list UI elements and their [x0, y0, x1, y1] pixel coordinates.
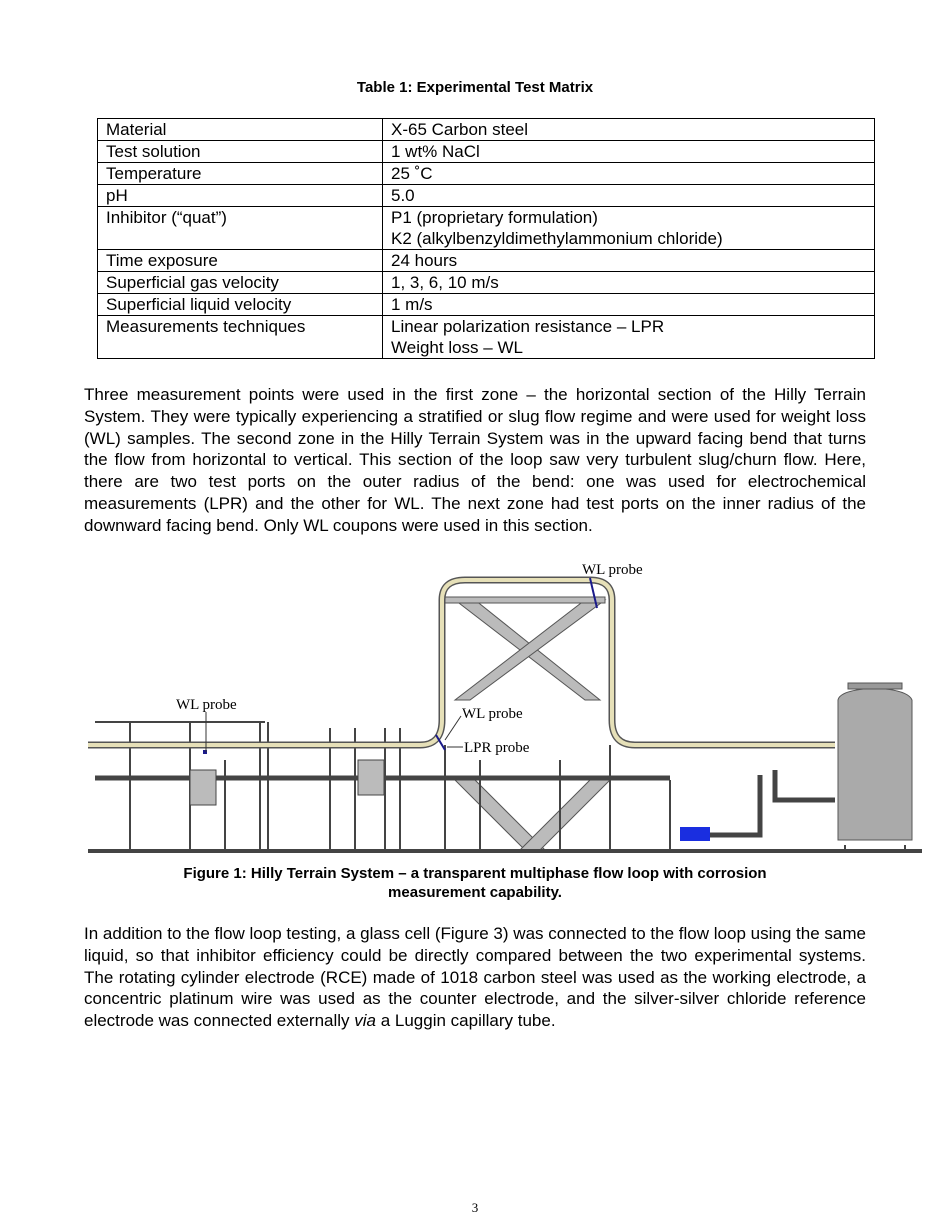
- text: a Luggin capillary tube.: [376, 1011, 556, 1031]
- figure-caption: [120, 864, 830, 902]
- table-caption: Table 1: Experimental Test Matrix: [356, 79, 594, 96]
- value-line: Weight loss – WL: [391, 338, 523, 357]
- table-row: [98, 141, 875, 163]
- param-cell: Inhibitor (“quat”): [98, 207, 383, 250]
- param-cell: Time exposure: [98, 250, 383, 272]
- param-cell: pH: [98, 185, 383, 207]
- hilly-terrain-figure: [85, 555, 925, 865]
- table-row: [98, 119, 875, 141]
- param-cell: Superficial gas velocity: [98, 272, 383, 294]
- value-cell: [383, 141, 875, 163]
- value-cell: [383, 250, 875, 272]
- value-line: 1 wt% NaCl: [391, 142, 480, 161]
- value-line: X-65 Carbon steel: [391, 120, 529, 139]
- param-cell: Superficial liquid velocity: [98, 294, 383, 316]
- value-cell: [383, 163, 875, 185]
- table-row: [98, 316, 875, 359]
- label-wl-probe-bend: WL probe: [462, 706, 523, 722]
- value-cell: [383, 316, 875, 359]
- value-line: Linear polarization resistance – LPR: [391, 317, 665, 336]
- frame-brace: [520, 780, 610, 850]
- param-cell: Material: [98, 119, 383, 141]
- pump-piping: [680, 770, 835, 835]
- separator-tank: [838, 688, 912, 840]
- value-cell: [383, 294, 875, 316]
- module-box: [190, 770, 216, 805]
- paragraph-measurement-points: Three measurement points were used in the first zone – the horizontal section of the Hilly Terrain System. They were typically experiencing a stratified or slug flow regime and were used for weight loss (WL) samples. The second zone in the Hilly Terrain System was in the upward facing bend that turns the flow from horizontal to vertical. This section of the loop saw very turbulent slug/churn flow. Here, there are two test ports on the outer radius of the bend: one was used for electrochemical measurements (LPR) and the other for WL. The next zone had test ports on the inner radius of the downward facing bend. Only WL coupons were used in this section.: [84, 385, 866, 535]
- paragraph-glass-cell: [84, 923, 866, 1032]
- value-line: K2 (alkylbenzyldimethylammonium chloride): [391, 229, 723, 248]
- param-cell: Measurements techniques: [98, 316, 383, 359]
- table-row: [98, 294, 875, 316]
- label-wl-probe-top: WL probe: [582, 562, 643, 578]
- pump: [680, 827, 710, 841]
- frame-beam: [445, 597, 605, 603]
- value-cell: [383, 119, 875, 141]
- figure-caption-line: measurement capability.: [388, 884, 562, 901]
- label-wl-probe-left: WL probe: [176, 697, 237, 713]
- table-row: [98, 272, 875, 294]
- value-line: 5.0: [391, 186, 415, 205]
- table-row: [98, 207, 875, 250]
- value-line: 1, 3, 6, 10 m/s: [391, 273, 499, 292]
- text: In addition to the flow loop testing, a glass cell (Figure 3) was connected to the flow loop using the same liquid, so that inhibitor efficiency could be directly compared between the two experimental systems. The rotating cylinder electrode (RCE) made of 1018 carbon steel was used as the working electrode, a concentric platinum wire was used as the counter electrode, and the silver-silver chloride reference electrode was connected externally: [84, 924, 866, 1031]
- value-line: 24 hours: [391, 251, 458, 270]
- module-box: [358, 760, 384, 795]
- value-cell: [383, 272, 875, 294]
- value-cell: [383, 185, 875, 207]
- value-cell: [383, 207, 875, 250]
- figure-caption-line: Figure 1: Hilly Terrain System – a transparent multiphase flow loop with corrosion: [183, 865, 767, 882]
- param-cell: Test solution: [98, 141, 383, 163]
- test-matrix-table: [97, 118, 875, 359]
- value-line: P1 (proprietary formulation): [391, 208, 598, 227]
- value-line: 25 ˚C: [391, 164, 433, 183]
- table-row: [98, 185, 875, 207]
- label-lpr-probe: LPR probe: [464, 740, 530, 756]
- page-number: 3: [471, 1200, 479, 1215]
- table-row: [98, 163, 875, 185]
- table-row: [98, 250, 875, 272]
- param-cell: Temperature: [98, 163, 383, 185]
- italic-text: via: [354, 1011, 376, 1031]
- value-line: 1 m/s: [391, 295, 433, 314]
